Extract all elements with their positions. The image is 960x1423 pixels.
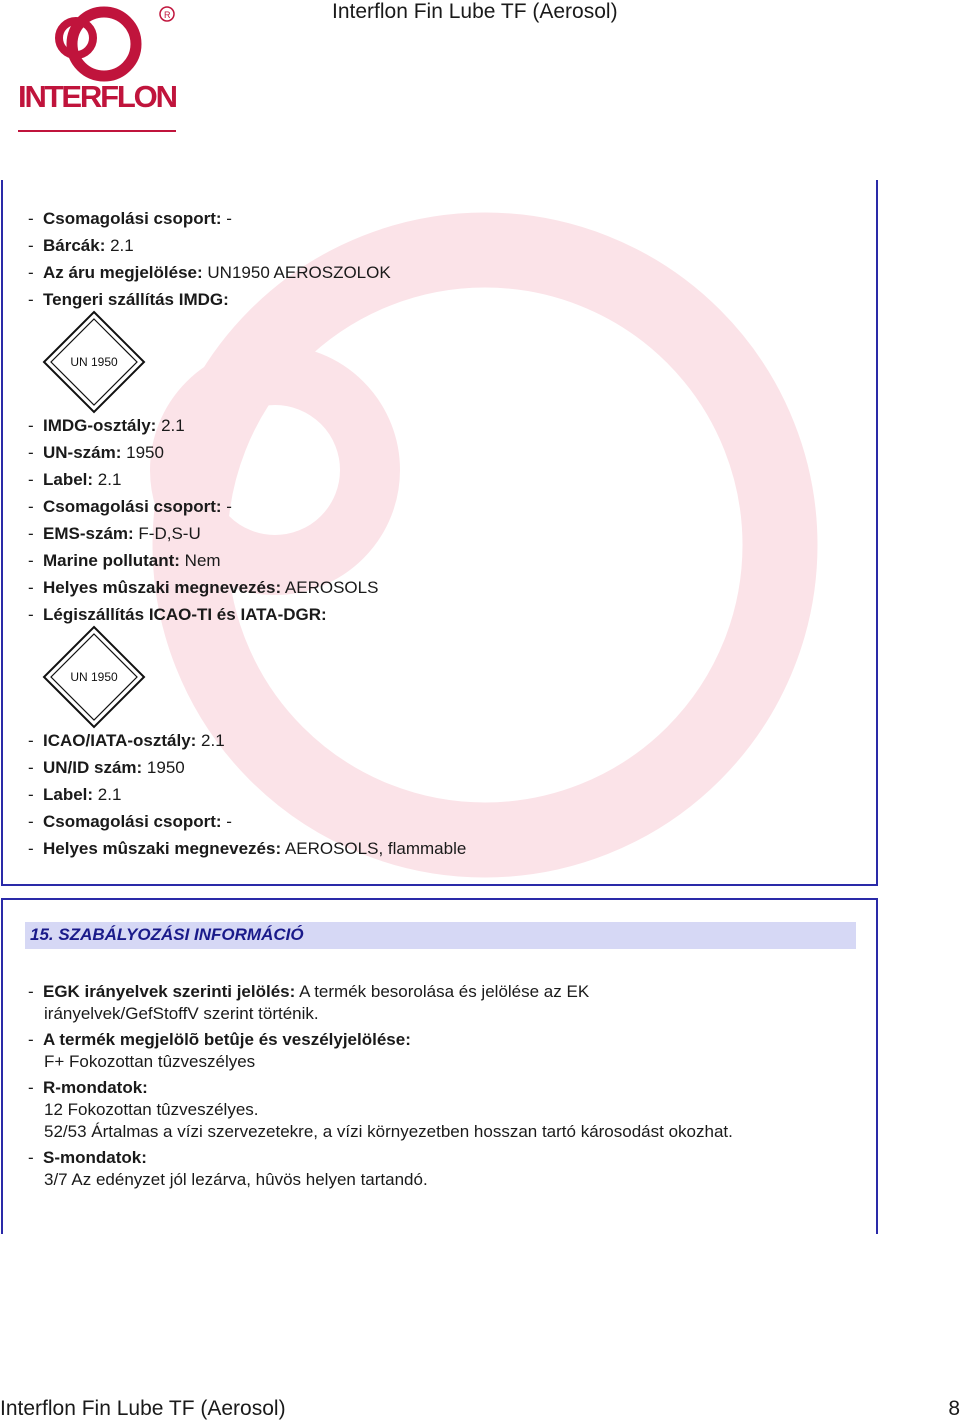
list-item: - IMDG-osztály: 2.1: [28, 416, 185, 435]
list-item: - EMS-szám: F-D,S-U: [28, 524, 201, 543]
interflon-logo: [14, 2, 184, 134]
list-item: - Légiszállítás ICAO-TI és IATA-DGR:: [28, 605, 327, 624]
r-phrase: 52/53 Ártalmas a vízi szervezetekre, a vízi környezetben hosszan tartó károsodást okozhat.: [44, 1122, 733, 1141]
list-item: - Csomagolási csoport: -: [28, 497, 232, 516]
header-title: Interflon Fin Lube TF (Aerosol): [332, 0, 618, 23]
list-item: - Az áru megjelölése: UN1950 AEROSZOLOK: [28, 263, 391, 282]
list-item: - Helyes mûszaki megnevezés: AEROSOLS: [28, 578, 379, 597]
list-item: - ICAO/IATA-osztály: 2.1: [28, 731, 225, 750]
list-item: - Marine pollutant: Nem: [28, 551, 221, 570]
logo-underline: [18, 130, 176, 132]
page-number: 8: [948, 1397, 960, 1420]
list-item: - Csomagolási csoport: -: [28, 812, 232, 831]
list-item: - Tengeri szállítás IMDG:: [28, 290, 229, 309]
diamond-label: UN 1950: [70, 670, 118, 684]
list-item-continuation: irányelvek/GefStoffV szerint történik.: [44, 1004, 319, 1023]
list-item: - UN-szám: 1950: [28, 443, 164, 462]
s-phrase: 3/7 Az edényzet jól lezárva, hûvös helyen tartandó.: [44, 1170, 428, 1189]
list-item: - S-mondatok:: [28, 1148, 147, 1167]
section-header: [25, 922, 856, 949]
svg-text:R: R: [164, 10, 171, 20]
svg-text:INTERFLON: INTERFLON: [18, 79, 178, 114]
list-item: - Csomagolási csoport: -: [28, 209, 232, 228]
list-item: - R-mondatok:: [28, 1078, 148, 1097]
list-item: - Label: 2.1: [28, 785, 122, 804]
un1950-hazard-diamond-icon: [42, 625, 146, 729]
un1950-hazard-diamond-icon: [42, 310, 146, 414]
list-item: - Label: 2.1: [28, 470, 122, 489]
section-title: 15. SZABÁLYOZÁSI INFORMÁCIÓ: [30, 925, 304, 944]
list-item: - UN/ID szám: 1950: [28, 758, 185, 777]
hazard-designation: F+ Fokozottan tûzveszélyes: [44, 1052, 256, 1071]
list-item: - A termék megjelölõ betûje és veszélyjelölése:: [28, 1030, 411, 1049]
list-item: - EGK irányelvek szerinti jelölés: A termék besorolása és jelölése az EK: [28, 982, 590, 1001]
diamond-label: UN 1950: [70, 355, 118, 369]
r-phrase: 12 Fokozottan tûzveszélyes.: [44, 1100, 259, 1119]
footer-title: Interflon Fin Lube TF (Aerosol): [0, 1397, 286, 1420]
list-item: - Helyes mûszaki megnevezés: AEROSOLS, flammable: [28, 839, 467, 858]
list-item: - Bárcák: 2.1: [28, 236, 134, 255]
